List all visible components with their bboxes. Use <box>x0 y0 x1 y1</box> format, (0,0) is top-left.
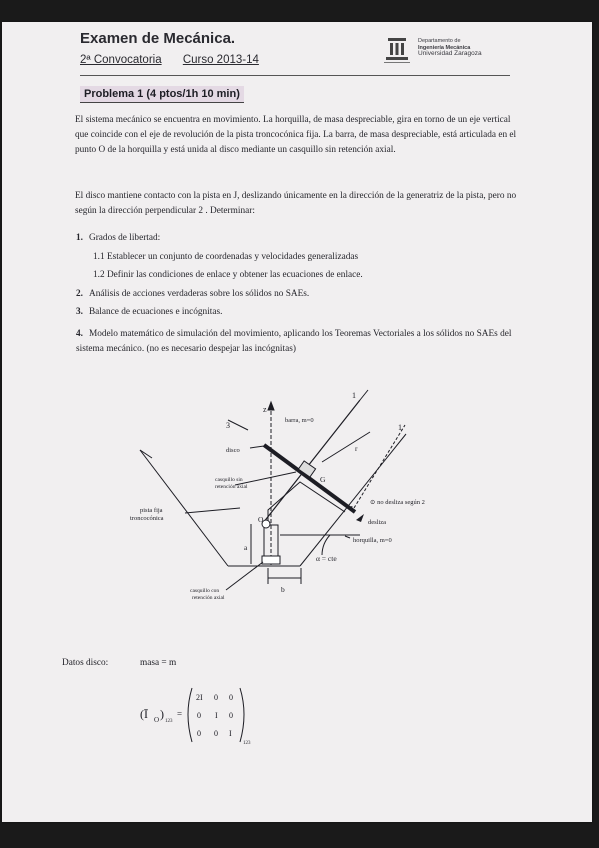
m01: 0 <box>214 693 218 702</box>
dimension-r <box>322 432 370 462</box>
label-z: z <box>263 405 267 414</box>
slide-arrow-icon <box>356 514 364 522</box>
leader-disco <box>250 446 264 448</box>
exam-title: Examen de Mecánica. <box>80 30 236 47</box>
m00: 2I <box>196 693 203 702</box>
dept-line-3: Universidad Zaragoza <box>418 50 482 57</box>
label-casquillo-con-2: retención axial <box>192 595 225 601</box>
fork-arm <box>268 482 345 527</box>
matrix-subscript: 123 <box>243 741 251 746</box>
question-text: Análisis de acciones verdaderas sobre los sólidos no SAEs. <box>88 289 310 299</box>
axis-3 <box>228 420 248 430</box>
problem-paragraph-1: El sistema mecánico se encuentra en movimiento. La horquilla, de masa despreciable, gira en torno de un eje vertical que coincide con el eje de revolución de la pista troncocónica fija. La barra, de masa despreciable, está articulada en el punto O de la horquilla y está unida al disco mediante un casquillo sin retención axial. <box>75 115 517 155</box>
label-G: G <box>320 475 326 484</box>
disk-mass: masa = m <box>140 658 177 668</box>
question-text: 1.1 Establecer un conjunto de coordenadas y velocidades generalizadas <box>93 252 359 262</box>
question-text: Grados de libertad: <box>88 233 161 243</box>
problem-paragraph-2: El disco mantiene contacto con la pista en J, deslizando únicamente en la dirección de la generatriz de la pista, pero no según la dirección perpendicular 2 . Determinar: <box>75 191 517 216</box>
m02: 0 <box>229 693 233 702</box>
m12: 0 <box>229 711 233 720</box>
label-pista-1: pista fija <box>140 507 163 514</box>
m21: 0 <box>214 729 218 738</box>
question-number: 4. <box>76 329 83 339</box>
label-axis-3: 3 <box>226 421 230 430</box>
matrix-right-bracket <box>240 688 244 742</box>
label-alpha: α = cte <box>316 554 337 563</box>
datos-label: Datos disco: <box>62 658 109 668</box>
dept-line-2: Ingeniería Mecánica <box>418 44 471 51</box>
course-label: Curso 2013-14 <box>182 54 259 66</box>
label-casquillo-sin-1: casquillo sin <box>215 477 243 483</box>
label-pista-2: troncocónica <box>130 515 164 522</box>
rod-tip <box>360 390 368 400</box>
question-text: Balance de ecuaciones e incógnitas. <box>88 307 223 317</box>
bushing-with-retention <box>262 556 280 564</box>
question-number: 1. <box>76 233 83 243</box>
label-axis-1-top: 1 <box>352 391 356 400</box>
inertia-close: ) <box>160 707 164 721</box>
angle-alpha-arc <box>322 535 330 555</box>
m22: I <box>229 729 232 738</box>
leader-pista <box>185 508 240 513</box>
label-r: r <box>355 444 358 453</box>
label-J: J <box>350 504 353 513</box>
question-number: 3. <box>76 307 83 317</box>
leader-horquilla <box>345 536 350 538</box>
label-b: b <box>281 585 285 594</box>
label-barra: barra, m=0 <box>285 417 314 424</box>
inertia-subscript: O <box>154 716 160 724</box>
label-axis-1-right: 1 <box>398 423 402 432</box>
label-horquilla: horquilla, m=0 <box>353 537 392 544</box>
problem-title: Problema 1 (4 ptos/1h 10 min) <box>80 86 244 103</box>
label-casquillo-sin-2: retención axial <box>215 484 248 490</box>
question-text: Modelo matemático de simulación del movimiento, aplicando los Teoremas Vectoriales a los sólidos no SAEs del sistema mecánico. (no es necesario despejar las incógnitas) <box>76 329 512 354</box>
dept-line-1: Departamento de <box>418 38 461 44</box>
label-O: O <box>258 515 264 524</box>
inertia-base: 123 <box>165 719 173 724</box>
track-hatch <box>140 450 152 458</box>
inertia-tensor <box>140 686 280 746</box>
inertia-label: (Ī <box>140 707 148 721</box>
m20: 0 <box>197 729 201 738</box>
question-text: 1.2 Definir las condiciones de enlace y obtener las ecuaciones de enlace. <box>93 270 363 280</box>
convocatoria-label: 2ª Convocatoria <box>80 54 162 66</box>
label-desliza: desliza <box>368 519 387 526</box>
question-number: 2. <box>76 289 83 299</box>
z-axis-arrow <box>268 402 274 410</box>
matrix-left-bracket <box>188 688 192 742</box>
label-casquillo-con-1: casquillo con <box>190 588 220 594</box>
m11: I <box>215 711 218 720</box>
label-no-desliza: ⊙ no desliza según 2 <box>370 499 425 506</box>
m10: 0 <box>197 711 201 720</box>
svg-text:=: = <box>177 709 183 719</box>
label-a: a <box>244 543 248 552</box>
label-disco: disco <box>226 447 240 454</box>
